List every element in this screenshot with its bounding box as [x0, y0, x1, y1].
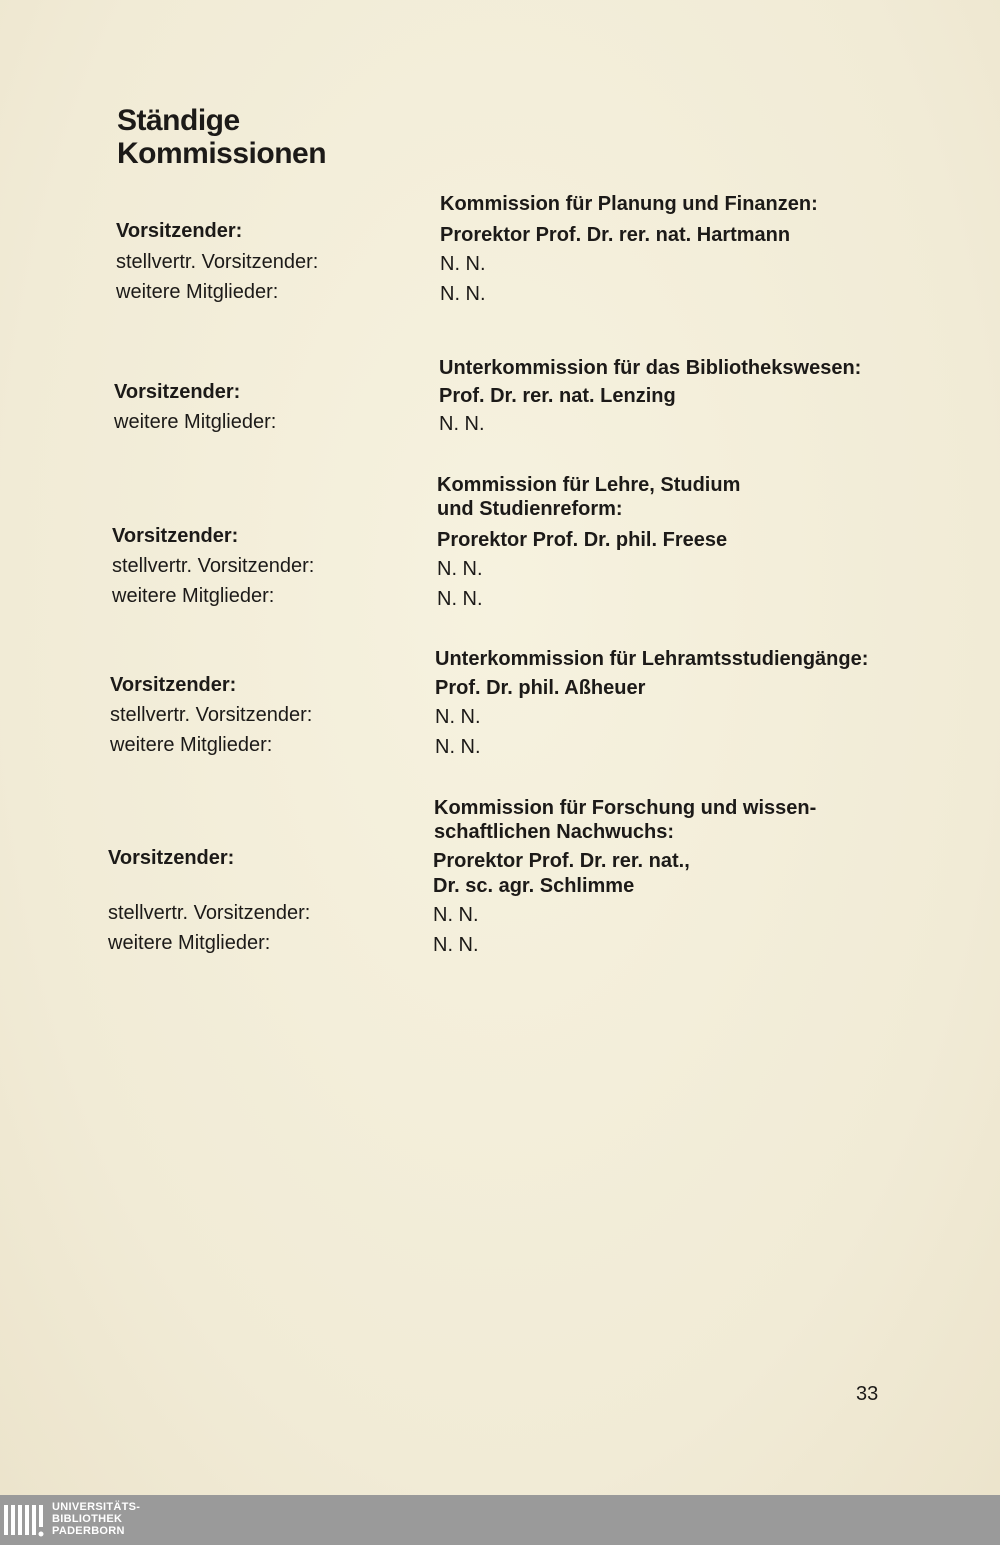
- logo-line: BIBLIOTHEK: [52, 1513, 123, 1525]
- section-heading: Kommission für Planung und Finanzen:: [440, 193, 818, 215]
- member-name: N. N.: [437, 588, 483, 610]
- section-heading: schaftlichen Nachwuchs:: [434, 821, 675, 843]
- section-heading: Unterkommission für Lehramtsstudiengänge:: [435, 648, 869, 670]
- logo-line: PADERBORN: [52, 1525, 125, 1537]
- member-name: N. N.: [435, 736, 481, 758]
- page-title: [117, 104, 326, 170]
- library-logo-icon: [4, 1503, 46, 1539]
- member-name: N. N.: [433, 904, 479, 926]
- logo-line: UNIVERSITÄTS-: [52, 1501, 141, 1513]
- role-label: Vorsitzender:: [112, 525, 239, 547]
- member-name: N. N.: [433, 934, 479, 956]
- role-label: stellvertr. Vorsitzender:: [110, 704, 313, 726]
- member-name: N. N.: [440, 253, 486, 275]
- role-label: weitere Mitglieder:: [116, 281, 279, 303]
- section-heading: Unterkommission für das Bibliothekswesen:: [439, 357, 862, 379]
- page-title-line: Kommissionen: [117, 137, 327, 170]
- page-number: 33: [856, 1383, 879, 1405]
- role-label: stellvertr. Vorsitzender:: [116, 251, 319, 273]
- role-label: Vorsitzender:: [114, 381, 241, 403]
- role-label: weitere Mitglieder:: [114, 411, 277, 433]
- role-label: Vorsitzender:: [116, 220, 243, 242]
- role-label: stellvertr. Vorsitzender:: [112, 555, 315, 577]
- member-name: Dr. sc. agr. Schlimme: [433, 875, 635, 897]
- library-logo-text: [52, 1501, 140, 1537]
- member-name: Prorektor Prof. Dr. phil. Freese: [437, 529, 728, 551]
- member-name: Prof. Dr. phil. Aßheuer: [435, 677, 646, 699]
- role-label: weitere Mitglieder:: [112, 585, 275, 607]
- member-name: N. N.: [439, 413, 485, 435]
- member-name: N. N.: [437, 558, 483, 580]
- section-heading: Kommission für Forschung und wissen-: [434, 797, 817, 819]
- role-label: weitere Mitglieder:: [110, 734, 273, 756]
- member-name: N. N.: [440, 283, 486, 305]
- library-footer-band: [0, 1495, 1000, 1545]
- role-label: Vorsitzender:: [108, 847, 235, 869]
- member-name: Prof. Dr. rer. nat. Lenzing: [439, 385, 676, 407]
- page-title-line: Ständige: [117, 104, 240, 137]
- section-heading: Kommission für Lehre, Studium: [437, 474, 741, 496]
- section-heading: und Studienreform:: [437, 498, 623, 520]
- role-label: stellvertr. Vorsitzender:: [108, 902, 311, 924]
- role-label: Vorsitzender:: [110, 674, 237, 696]
- member-name: Prorektor Prof. Dr. rer. nat. Hartmann: [440, 224, 791, 246]
- member-name: N. N.: [435, 706, 481, 728]
- role-label: weitere Mitglieder:: [108, 932, 271, 954]
- member-name: Prorektor Prof. Dr. rer. nat.,: [433, 850, 690, 872]
